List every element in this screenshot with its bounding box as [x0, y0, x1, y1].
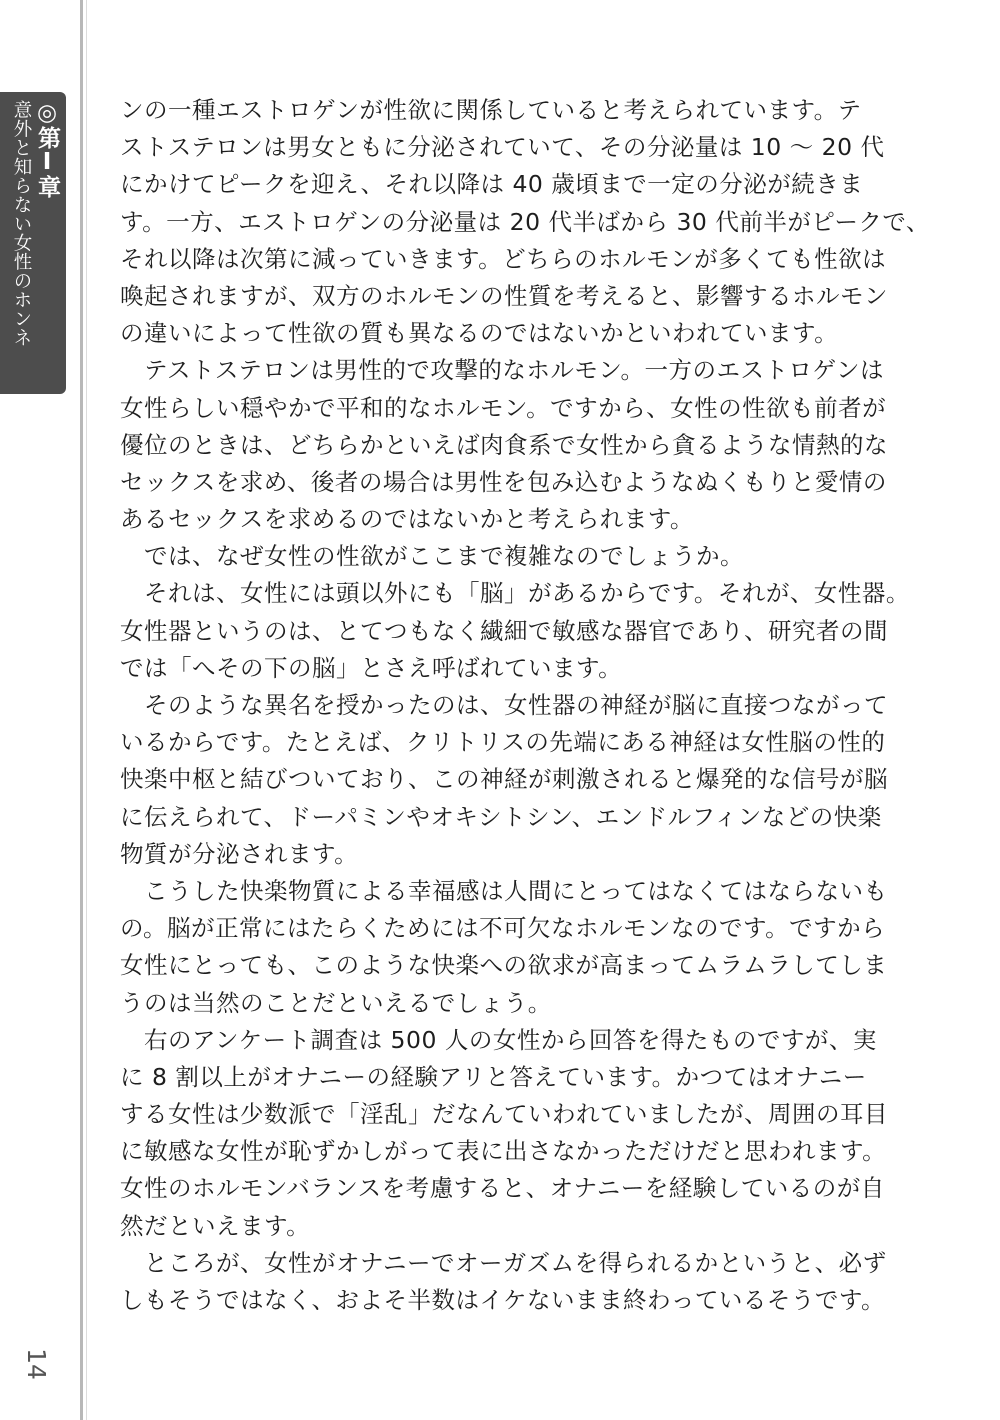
text-line: 女性のホルモンバランスを考慮すると、オナニーを経験しているのが自: [120, 1174, 885, 1203]
text-line: それ以降は次第に減っていきます。どちらのホルモンが多くても性欲は: [120, 244, 887, 273]
text-line: こうした快楽物質による幸福感は人間にとってはなくてはならないも: [120, 876, 888, 905]
text-line: する女性は少数派で「淫乱」だなんていわれていましたが、周囲の耳目: [120, 1100, 888, 1129]
text-line: しもそうではなく、およそ半数はイケないまま終わっているそうです。: [120, 1286, 885, 1314]
text-line: うのは当然のことだといえるでしょう。: [120, 988, 552, 1017]
text-line: 然だといえます。: [120, 1211, 311, 1240]
text-line: 快楽中枢と結びついており、この神経が刺激されると爆発的な信号が脳: [120, 765, 888, 794]
margin-rule-inner: [86, 0, 87, 1420]
text-line: それは、女性には頭以外にも「脳」があるからです。それが、女性器。: [120, 579, 910, 608]
text-line: セックスを求め、後者の場合は男性を包み込むようなぬくもりと愛情の: [120, 467, 887, 496]
text-line: に敏感な女性が恥ずかしがって表に出さなかっただけだと思われます。: [120, 1137, 887, 1166]
chapter-label: ◎第Ⅰ章: [34, 100, 60, 198]
text-line: テストステロンは男性的で攻撃的なホルモン。一方のエストロゲンは: [120, 356, 885, 385]
text-line: 女性らしい穏やかで平和的なホルモン。ですから、女性の性欲も前者が: [120, 393, 887, 422]
text-line: ンの一種エストロゲンが性欲に関係していると考えられています。テ: [120, 96, 862, 124]
text-line: あるセックスを求めるのではないかと考えられます。: [120, 505, 694, 534]
text-line: 物質が分泌されます。: [120, 839, 359, 868]
text-line: では「へその下の脳」とさえ呼ばれています。: [120, 653, 623, 682]
margin-rule: [80, 0, 83, 1420]
text-line: の違いによって性欲の質も異なるのではないかといわれています。: [120, 319, 839, 348]
text-line: 女性器というのは、とてつもなく繊細で敏感な器官であり、研究者の間: [120, 616, 888, 645]
body-text: [120, 92, 930, 1319]
text-line: 喚起されますが、双方のホルモンの性質を考えると、影響するホルモン: [120, 281, 888, 310]
text-line: ストステロンは男女ともに分泌されていて、その分泌量は 10 ～ 20 代: [120, 133, 885, 162]
text-line: の。脳が正常にはたらくためには不可欠なホルモンなのです。ですから: [120, 914, 886, 943]
text-line: ところが、女性がオナニーでオーガズムを得られるかというと、必ず: [120, 1248, 887, 1277]
text-line: いるからです。たとえば、クリトリスの先端にある神経は女性脳の性的: [120, 728, 886, 757]
text-line: にかけてピークを迎え、それ以降は 40 歳頃まで一定の分泌が続きま: [120, 170, 864, 199]
page-number: 14: [22, 1348, 52, 1380]
text-line: 女性にとっても、このような快楽への欲求が高まってムラムラしてしま: [120, 951, 888, 980]
text-line: では、なぜ女性の性欲がここまで複雑なのでしょうか。: [120, 542, 744, 571]
text-line: 右のアンケート調査は 500 人の女性から回答を得たものですが、実: [120, 1025, 877, 1054]
text-line: 優位のときは、どちらかといえば肉食系で女性から貪るような情熱的な: [120, 430, 888, 459]
text-line: そのような異名を授かったのは、女性器の神経が脳に直接つながって: [120, 691, 888, 719]
text-line: す。一方、エストロゲンの分泌量は 20 代半ばから 30 代前半がピークで、: [120, 207, 930, 236]
text-line: に 8 割以上がオナニーの経験アリと答えています。かつてはオナニー: [120, 1062, 867, 1091]
chapter-tab: [0, 92, 66, 394]
chapter-subtitle: 意外と知らない女性のホンネ: [11, 100, 32, 347]
text-line: に伝えられて、ドーパミンやオキシトシン、エンドルフィンなどの快楽: [120, 802, 882, 831]
